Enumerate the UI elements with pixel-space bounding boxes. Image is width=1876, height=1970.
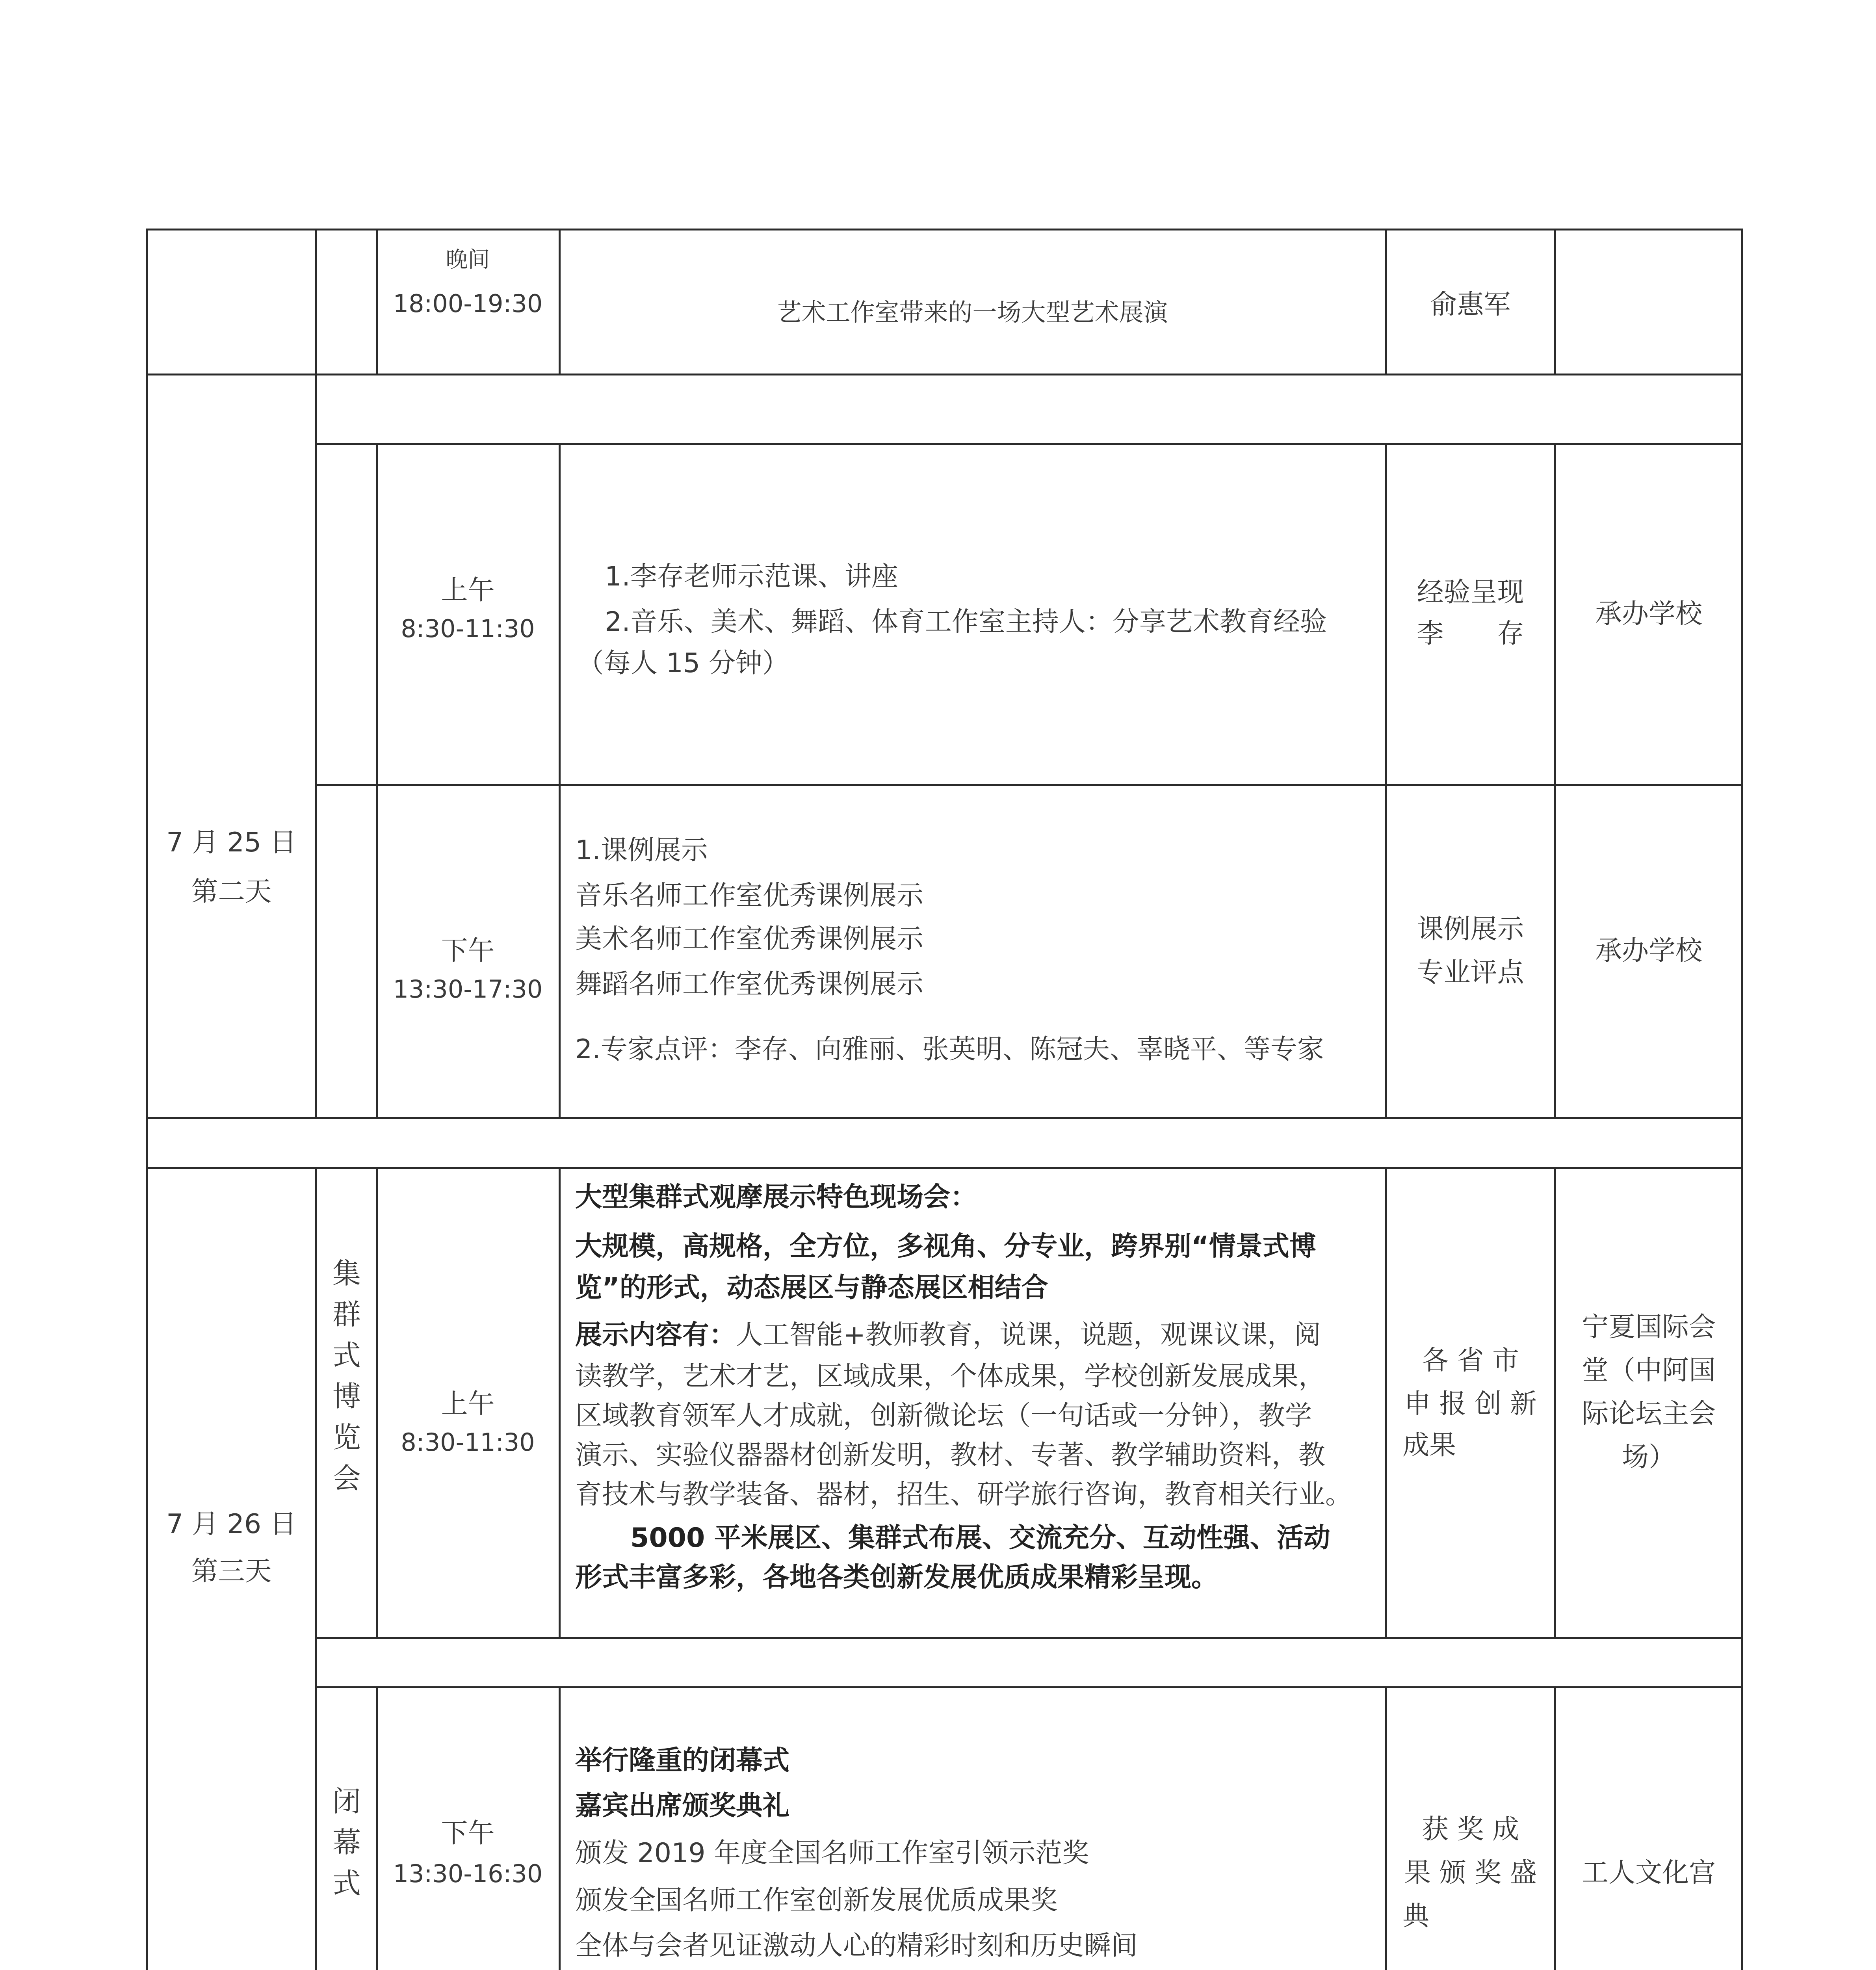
expo-content-line-4: 演示、实验仪器器材创新发明，教材、专著、教学辅助资料，教 <box>575 1440 1326 1471</box>
expo-venue-3: 际论坛主会 <box>1581 1398 1716 1429</box>
expo-section-label: 集 群 式 博 览 会 <box>332 1257 361 1495</box>
day2-pm-line-1: 1.课例展示 <box>575 835 708 866</box>
day2-am-form-1: 经验呈现 <box>1417 577 1524 608</box>
expo-content-line-3: 区域教育领军人才成就，创新微论坛（一句话或一分钟），教学 <box>575 1400 1312 1431</box>
day2-am-line-3: （每人 15 分钟） <box>577 648 789 679</box>
day2-pm-line-5: 2.专家点评：李存、向雅丽、张英明、陈冠夫、辜晓平、等专家 <box>575 1034 1324 1065</box>
evening-time: 18:00-19:30 <box>393 289 543 318</box>
closing-form-2: 果 颁 奖 盛 <box>1404 1857 1537 1888</box>
closing-venue: 工人文化宫 <box>1581 1857 1716 1888</box>
expo-content-line-5: 育技术与教学装备、器材，招生、研学旅行咨询，教育相关行业。 <box>575 1479 1352 1510</box>
day2-pm-form-2: 专业评点 <box>1417 957 1524 988</box>
closing-line-2: 颁发全国名师工作室创新发展优质成果奖 <box>575 1885 1058 1916</box>
day2-am-line-1: 1.李存老师示范课、讲座 <box>605 561 898 592</box>
expo-content-line-1: 展示内容有：人工智能+教师教育，说课，说题，观课议课，阅 <box>575 1320 1321 1351</box>
closing-line-1: 颁发 2019 年度全国名师工作室引领示范奖 <box>575 1838 1089 1869</box>
expo-title: 大型集群式观摩展示特色现场会： <box>575 1182 977 1213</box>
day3-date: 7 月 26 日 <box>166 1509 297 1540</box>
expo-form-2: 申 报 创 新 <box>1404 1388 1537 1420</box>
day2-pm-line-4: 舞蹈名师工作室优秀课例展示 <box>575 969 924 1000</box>
day2-am-period: 上午 <box>441 575 495 606</box>
day2-pm-line-2: 音乐名师工作室优秀课例展示 <box>575 880 924 911</box>
closing-bold-2: 嘉宾出席颁奖典礼 <box>575 1790 790 1821</box>
day2-day: 第二天 <box>191 876 272 907</box>
day2-date: 7 月 25 日 <box>166 827 297 858</box>
expo-closing-1: 5000 平米展区、集群式布展、交流充分、互动性强、活动 <box>630 1522 1330 1554</box>
expo-time: 8:30-11:30 <box>401 1428 535 1457</box>
day2-pm-venue: 承办学校 <box>1595 935 1702 966</box>
day2-pm-time: 13:30-17:30 <box>393 975 543 1004</box>
day3-day: 第三天 <box>191 1556 272 1587</box>
day2-am-line-2: 2.音乐、美术、舞蹈、体育工作室主持人：分享艺术教育经验 <box>605 606 1327 637</box>
day2-am-venue: 承办学校 <box>1595 598 1702 630</box>
expo-period: 上午 <box>441 1388 495 1420</box>
day2-pm-line-3: 美术名师工作室优秀课例展示 <box>575 924 924 955</box>
closing-section-label: 闭 幕 式 <box>332 1785 361 1900</box>
expo-closing-2: 形式丰富多彩，各地各类创新发展优质成果精彩呈现。 <box>575 1562 1218 1593</box>
day2-am-form-2: 李 存 <box>1417 618 1524 649</box>
expo-bold-1: 大规模，高规格，全方位，多视角、分专业，跨界别“情景式博 <box>575 1231 1316 1262</box>
closing-time: 13:30-16:30 <box>393 1859 543 1888</box>
closing-period: 下午 <box>441 1818 495 1849</box>
closing-bold-1: 举行隆重的闭幕式 <box>575 1745 790 1776</box>
expo-bold-2: 览”的形式，动态展区与静态展区相结合 <box>575 1272 1048 1303</box>
closing-form-1: 获 奖 成 <box>1421 1814 1519 1845</box>
expo-venue-4: 场） <box>1622 1442 1675 1473</box>
expo-venue-1: 宁夏国际会 <box>1581 1312 1716 1343</box>
expo-content-line-2: 读教学，艺术才艺，区域成果，个体成果，学校创新发展成果， <box>575 1361 1326 1392</box>
day2-pm-form-1: 课例展示 <box>1417 914 1524 945</box>
expo-form-3: 成果 <box>1402 1430 1456 1461</box>
day2-am-time: 8:30-11:30 <box>401 614 535 643</box>
closing-form-3: 典 <box>1402 1901 1430 1932</box>
evening-host: 俞惠军 <box>1430 289 1511 320</box>
expo-form-1: 各 省 市 <box>1421 1345 1519 1376</box>
expo-venue-2: 堂（中阿国 <box>1581 1355 1716 1386</box>
evening-content: 艺术工作室带来的一场大型艺术展演 <box>777 298 1168 327</box>
day2-pm-period: 下午 <box>441 935 495 966</box>
expo-content-label: 展示内容有： <box>575 1320 736 1351</box>
closing-line-3: 全体与会者见证激动人心的精彩时刻和历史瞬间 <box>575 1930 1138 1961</box>
evening-period: 晚间 <box>446 247 490 273</box>
